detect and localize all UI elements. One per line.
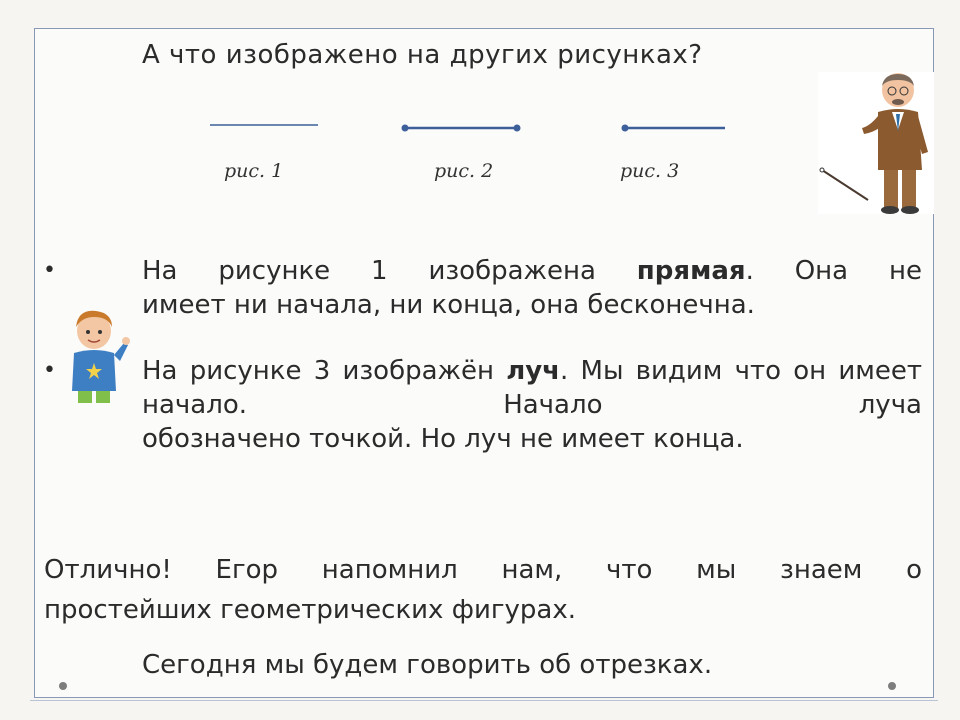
- outro-line-2: простейших геометрических фигурах.: [44, 595, 576, 625]
- teacher-illustration: [818, 72, 934, 214]
- bullet-1-text: [142, 254, 922, 322]
- boy-illustration: [64, 305, 134, 405]
- figure-2-caption: рис. 2: [434, 160, 494, 182]
- bullet-marker-2: •: [43, 358, 56, 383]
- bullet-1-last: имеет ни начала, ни конца, она бесконечна.: [142, 290, 755, 320]
- corner-dot-right: [888, 682, 896, 690]
- bullet-2-after: . Мы видим: [560, 356, 723, 386]
- bullet-2-line2: что он имеет начало. Начало луча: [142, 356, 923, 420]
- bullet-marker-1: •: [43, 258, 56, 283]
- figure-3-caption: рис. 3: [620, 160, 680, 182]
- bullet-1-before: На рисунке 1 изображена: [142, 256, 637, 286]
- corner-dot-left: [59, 682, 67, 690]
- outro-text: [44, 550, 922, 630]
- bullet-2-before: На рисунке 3 изображён: [142, 356, 507, 386]
- bullet-2-last: обозначено точкой. Но луч не имеет конца.: [142, 424, 744, 454]
- figure-1-caption: рис. 1: [224, 160, 284, 182]
- figure-2-segment: [395, 118, 530, 138]
- final-statement: Сегодня мы будем говорить об отрезках.: [142, 650, 713, 680]
- bullet-2-text: [142, 354, 922, 456]
- bullet-1-after: . Она не: [745, 256, 922, 286]
- outro-line-1: Отлично! Егор напомнил нам, что мы знаем о: [44, 555, 922, 585]
- figure-1-line: [200, 115, 330, 135]
- term-ray: луч: [506, 356, 561, 386]
- figure-3-ray: [615, 118, 735, 138]
- term-line: прямая: [636, 256, 746, 286]
- slide-heading: А что изображено на других рисунках?: [142, 40, 703, 70]
- frame-underline: [30, 700, 938, 701]
